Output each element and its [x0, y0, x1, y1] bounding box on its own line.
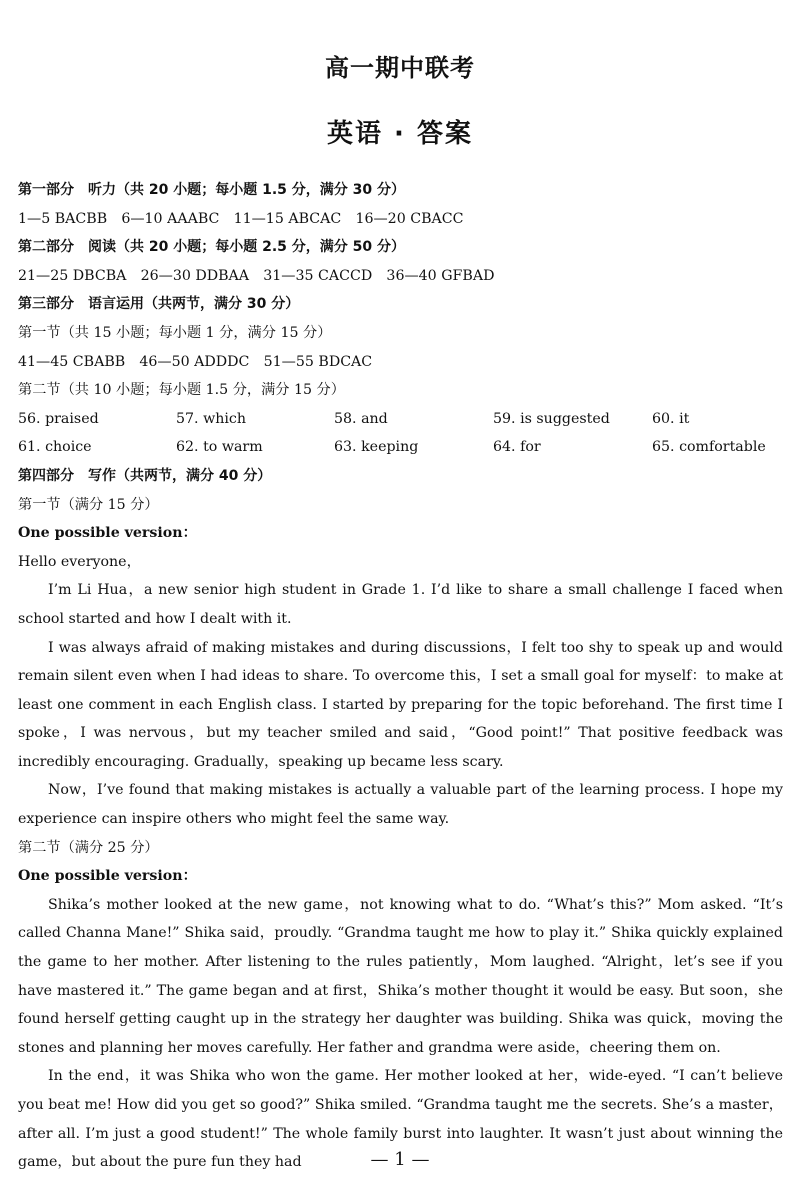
part2-heading: 第二部分 阅读（共 20 小题；每小题 2.5 分，满分 50 分）	[18, 239, 406, 256]
part3-sec1-heading: 第一节（共 15 小题；每小题 1 分，满分 15 分）	[18, 324, 332, 341]
part4-sec2-heading: 第二节（满分 25 分）	[18, 839, 159, 856]
part2-answers: 21—25 DBCBA 26—30 DDBAA 31—35 CACCD 36—40 GFBAD	[18, 267, 495, 284]
part4-heading: 第四部分 写作（共两节，满分 40 分）	[18, 467, 272, 484]
fill-answer: 59. is suggested	[493, 410, 610, 427]
essay1-paragraph: I’m Li Hua，a new senior high student in Grade 1. I’d like to share a small challenge I faced when school started and how I dealt with it.	[18, 582, 783, 627]
part3-sec1-answers: 41—45 CBABB 46—50 ADDDC 51—55 BDCAC	[18, 353, 373, 370]
essay2-paragraph: Shika’s mother looked at the new game，not knowing what to do. “What’s this?” Mom asked. “It’s called Channa Mane!” Shika said，proudly. “Grandma taught me how to play it.” Shika quickly explained the game to her mother. After listening to the rules patiently，Mom laughed. “Alright，let’s see if you have mastered it.” The game began and at first，Shika’s mother thought it would be easy. But soon，she found herself getting caught up in the strategy her daughter was building. Shika was quick，moving the stones and planning her moves carefully. Her father and grandma were aside，cheering them on.	[18, 896, 783, 1056]
essay1-paragraph: Now，I’ve found that making mistakes is actually a valuable part of the learning process. I hope my experience can inspire others who might feel the same way.	[18, 782, 783, 828]
fill-answer: 58. and	[334, 410, 388, 427]
fill-answer: 63. keeping	[334, 439, 419, 456]
fill-answer: 60. it	[652, 410, 690, 427]
part4-sec1-heading: 第一节（满分 15 分）	[18, 496, 159, 513]
part3-sec2-heading: 第二节（共 10 小题；每小题 1.5 分，满分 15 分）	[18, 382, 345, 399]
part1-heading: 第一部分 听力（共 20 小题；每小题 1.5 分，满分 30 分）	[18, 182, 406, 198]
page-number: — 1 —	[370, 1149, 430, 1170]
essay1-paragraph: I was always afraid of making mistakes and during discussions，I felt too shy to speak up and would remain silent even when I had ideas to share. To overcome this，I set a small goal for myself：to make at least one comment in each English class. I started by preparing for the topic beforehand. The first time I spoke，I was nervous，but my teacher smiled and said，“Good point!” That positive feedback was incredibly encouraging. Gradually，speaking up became less scary.	[18, 639, 783, 770]
fill-answer: 57. which	[176, 410, 246, 427]
sample-version-label: One possible version：	[18, 525, 197, 542]
part1-answers: 1—5 BACBB 6—10 AAABC 11—15 ABCAC 16—20 CBACC	[18, 210, 464, 227]
sample-version-label-2: One possible version：	[18, 868, 197, 885]
fill-answer: 65. comfortable	[652, 439, 766, 456]
essay2-paragraph: In the end，it was Shika who won the game. Her mother looked at her，wide-eyed. “I can’t believe you beat me! How did you get so good?” Shika smiled. “Grandma taught me the secrets. She’s a master，after all. I’m just a good student!” The whole family burst into laughter. It wasn’t just about winning the game，but about the pure fun they had	[18, 1068, 783, 1171]
exam-subtitle: 英语 · 答案	[327, 119, 473, 149]
fill-answer: 62. to warm	[176, 439, 263, 456]
fill-answer: 64. for	[493, 439, 541, 456]
essay-greeting: Hello everyone，	[18, 553, 141, 570]
fill-in-answers	[18, 405, 783, 462]
answer-content	[18, 176, 783, 1177]
part3-heading: 第三部分 语言运用（共两节，满分 30 分）	[18, 296, 300, 313]
fill-answer: 56. praised	[18, 410, 99, 427]
exam-title: 高一期中联考	[325, 54, 475, 82]
fill-answer: 61. choice	[18, 439, 92, 456]
